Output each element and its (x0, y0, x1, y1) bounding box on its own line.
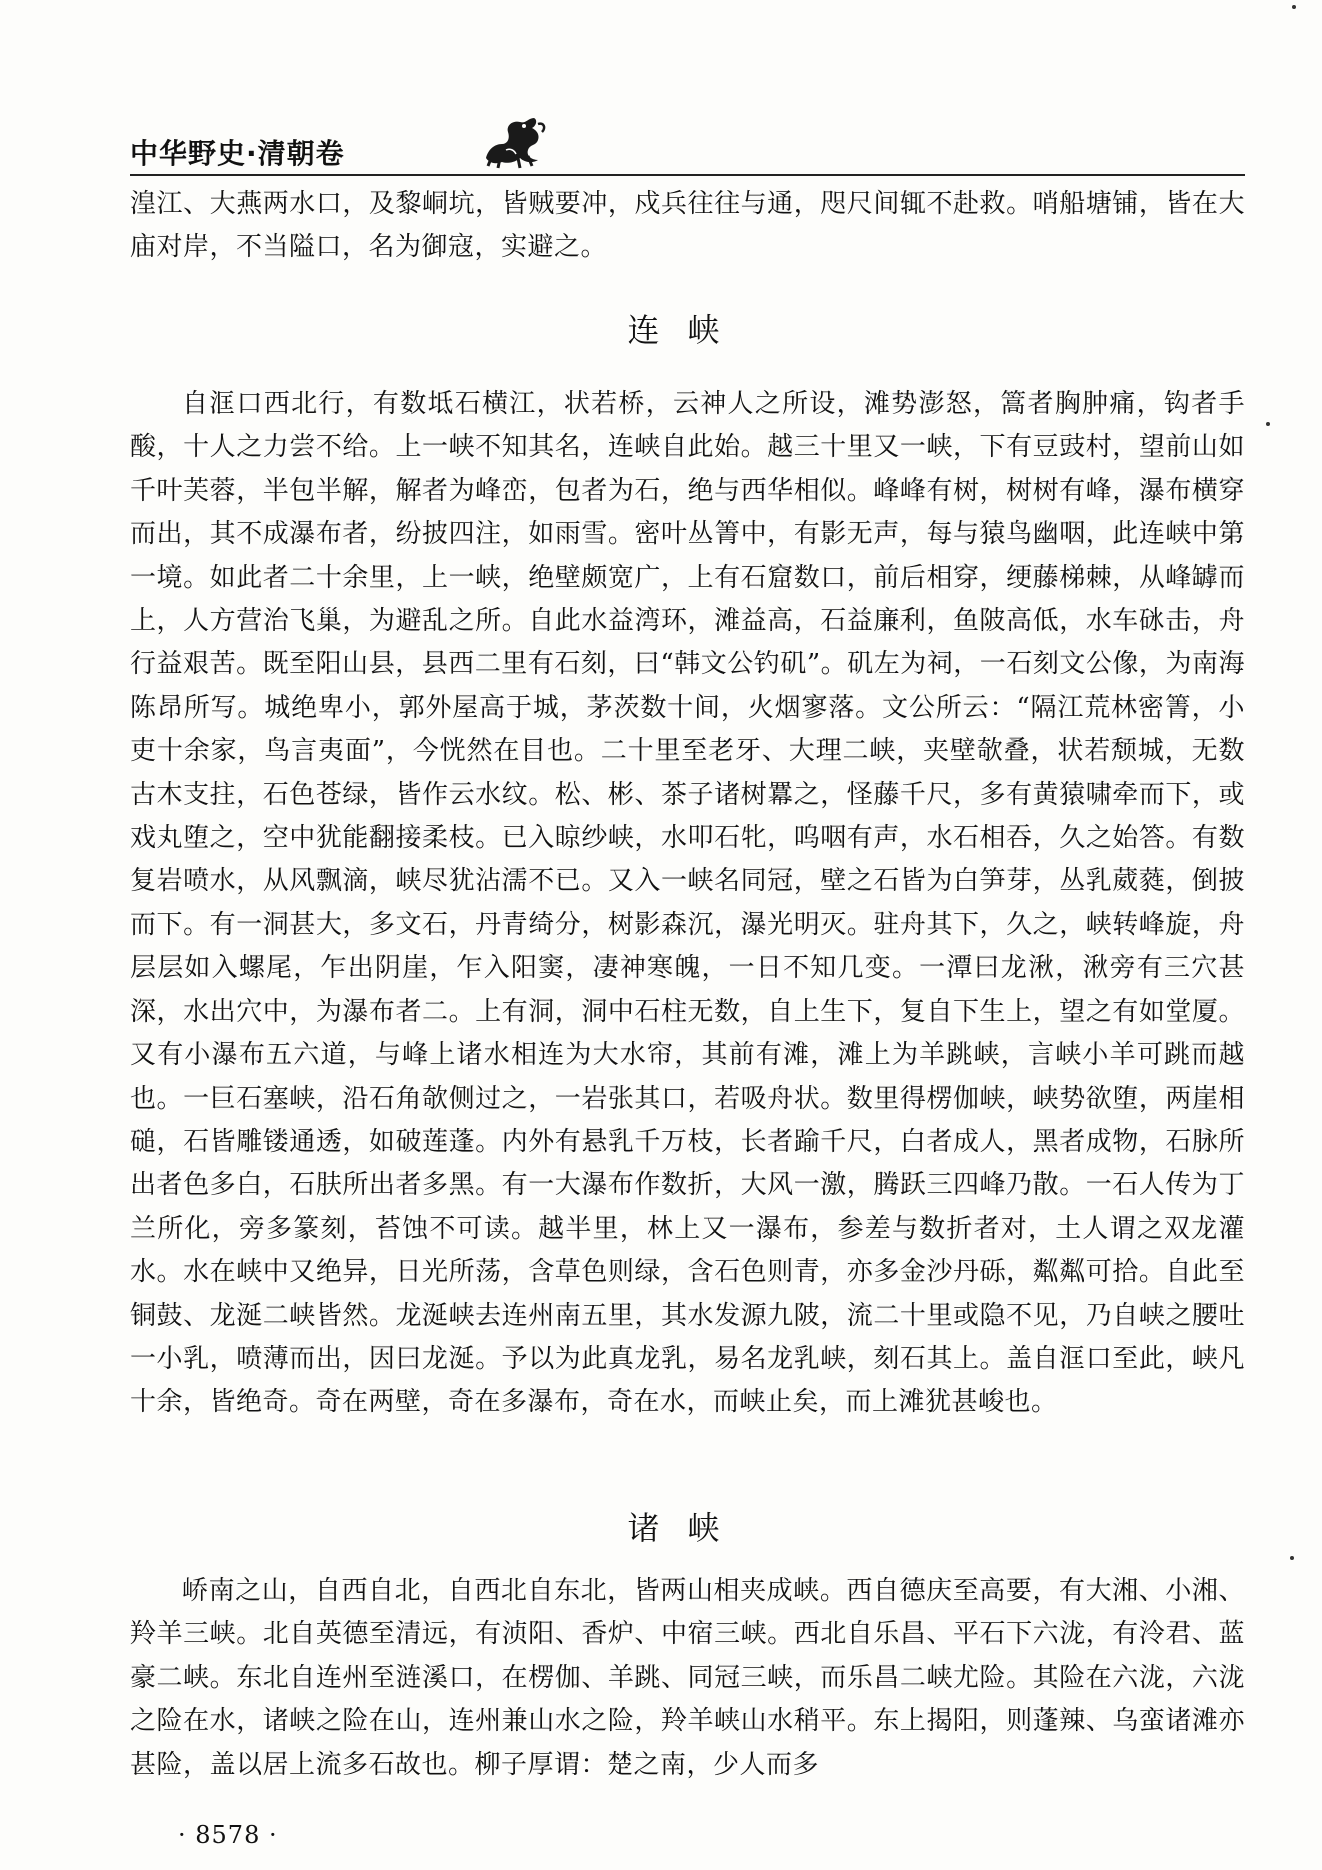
intro-paragraph-block (130, 183, 1245, 270)
header-rule (130, 174, 1245, 176)
scan-speck (1290, 1556, 1294, 1560)
section-body-lianxia (130, 383, 1245, 1425)
section-body-zhuxia (130, 1570, 1245, 1787)
running-header (130, 118, 1245, 178)
body-paragraph: 峤南之山，自西自北，自西北自东北，皆两山相夹成峡。西自德庆至高要，有大湘、小湘、羚羊三峡。北自英德至清远，有浈阳、香炉、中宿三峡。西北自乐昌、平石下六泷，有泠君、蓝豪二峡。东北自连州至涟溪口，在楞伽、羊跳、同冠三峡，而乐昌二峡尤险。其险在六泷，六泷之险在水，诸峡之险在山，连州兼山水之险，羚羊峡山水稍平。东上揭阳，则蓬辣、乌蛮诸滩亦甚险，盖以居上流多石故也。柳子厚谓：楚之南，少人而多 (130, 1576, 1245, 1780)
dragon-ornament-icon (478, 114, 550, 170)
scan-speck (1292, 5, 1296, 9)
section-heading-zhuxia: 诸峡 (627, 1509, 748, 1547)
intro-paragraph: 湟江、大燕两水口，及黎峒坑，皆贼要冲，戍兵往往与通，咫尺间辄不赴救。哨船塘铺，皆在大庙对岸，不当隘口，名为御寇，实避之。 (130, 189, 1245, 263)
scan-speck (1266, 422, 1270, 426)
page-number: · 8578 · (178, 1821, 278, 1849)
running-header-title: 中华野史·清朝卷 (130, 137, 345, 170)
body-paragraph: 自洭口西北行，有数坻石横江，状若桥，云神人之所设，滩势澎怒，篙者胸肿痛，钩者手酸，十人之力尝不给。上一峡不知其名，连峡自此始。越三十里又一峡，下有豆豉村，望前山如千叶芙蓉，半包半解，解者为峰峦，包者为石，绝与西华相似。峰峰有树，树树有峰，瀑布横穿而出，其不成瀑布者，纷披四注，如雨雪。密叶丛箐中，有影无声，每与猿鸟幽咽，此连峡中第一境。如此者二十余里，上一峡，绝壁颇宽广，上有石窟数口，前后相穿，绠藤梯棘，从峰罅而上，人方营治飞巢，为避乱之所。自此水益湾环，滩益高，石益廉利，鱼陂高低，水车砯击，舟行益艰苦。既至阳山县，县西二里有石刻，曰“韩文公钓矶”。矶左为祠，一石刻文公像，为南海陈昂所写。城绝卑小，郭外屋高于城，茅茨数十间，火烟寥落。文公所云：“隔江荒林密箐，小吏十余家，鸟言夷面”，今恍然在目也。二十里至老牙、大理二峡，夹壁欹叠，状若颓城，无数古木支拄，石色苍绿，皆作云水纹。松、彬、茶子诸树羃之，怪藤千尺，多有黄猿啸牵而下，或戏丸堕之，空中犹能翻接柔枝。已入晾纱峡，水叩石牝，呜咽有声，水石相吞，久之始答。有数复岩喷水，从风飘滴，峡尽犹沾濡不已。又入一峡名同冠，壁之石皆为白笋芽，丛乳葳蕤，倒披而下。有一洞甚大，多文石，丹青绮分，树影森沉，瀑光明灭。驻舟其下，久之，峡转峰旋，舟层层如入螺尾，乍出阴崖，乍入阳窦，凄神寒魄，一日不知几变。一潭曰龙湫，湫旁有三穴甚深，水出穴中，为瀑布者二。上有洞，洞中石柱无数，自上生下，复自下生上，望之有如堂厦。又有小瀑布五六道，与峰上诸水相连为大水帘，其前有滩，滩上为羊跳峡，言峡小羊可跳而越也。一巨石塞峡，沿石角欹侧过之，一岩张其口，若吸舟状。数里得楞伽峡，峡势欲堕，两崖相磓，石皆雕镂通透，如破莲蓬。内外有悬乳千万枝，长者踰千尺，白者成人，黑者成物，石脉所出者色多白，石肤所出者多黑。有一大瀑布作数折，大风一激，腾跃三四峰乃散。一石人传为丁兰所化，旁多篆刻，苔蚀不可读。越半里，林上又一瀑布，参差与数折者对，土人谓之双龙灌水。水在峡中又绝异，日光所荡，含草色则绿，含石色则青，亦多金沙丹砾，粼粼可拾。自此至铜鼓、龙涎二峡皆然。龙涎峡去连州南五里，其水发源九陂，流二十里或隐不见，乃自峡之腰吐一小乳，喷薄而出，因曰龙涎。予以为此真龙乳，易名龙乳峡，刻石其上。盖自洭口至此，峡凡十余，皆绝奇。奇在两壁，奇在多瀑布，奇在水，而峡止矣，而上滩犹甚峻也。 (130, 389, 1245, 1418)
section-heading-lianxia: 连峡 (627, 311, 748, 349)
